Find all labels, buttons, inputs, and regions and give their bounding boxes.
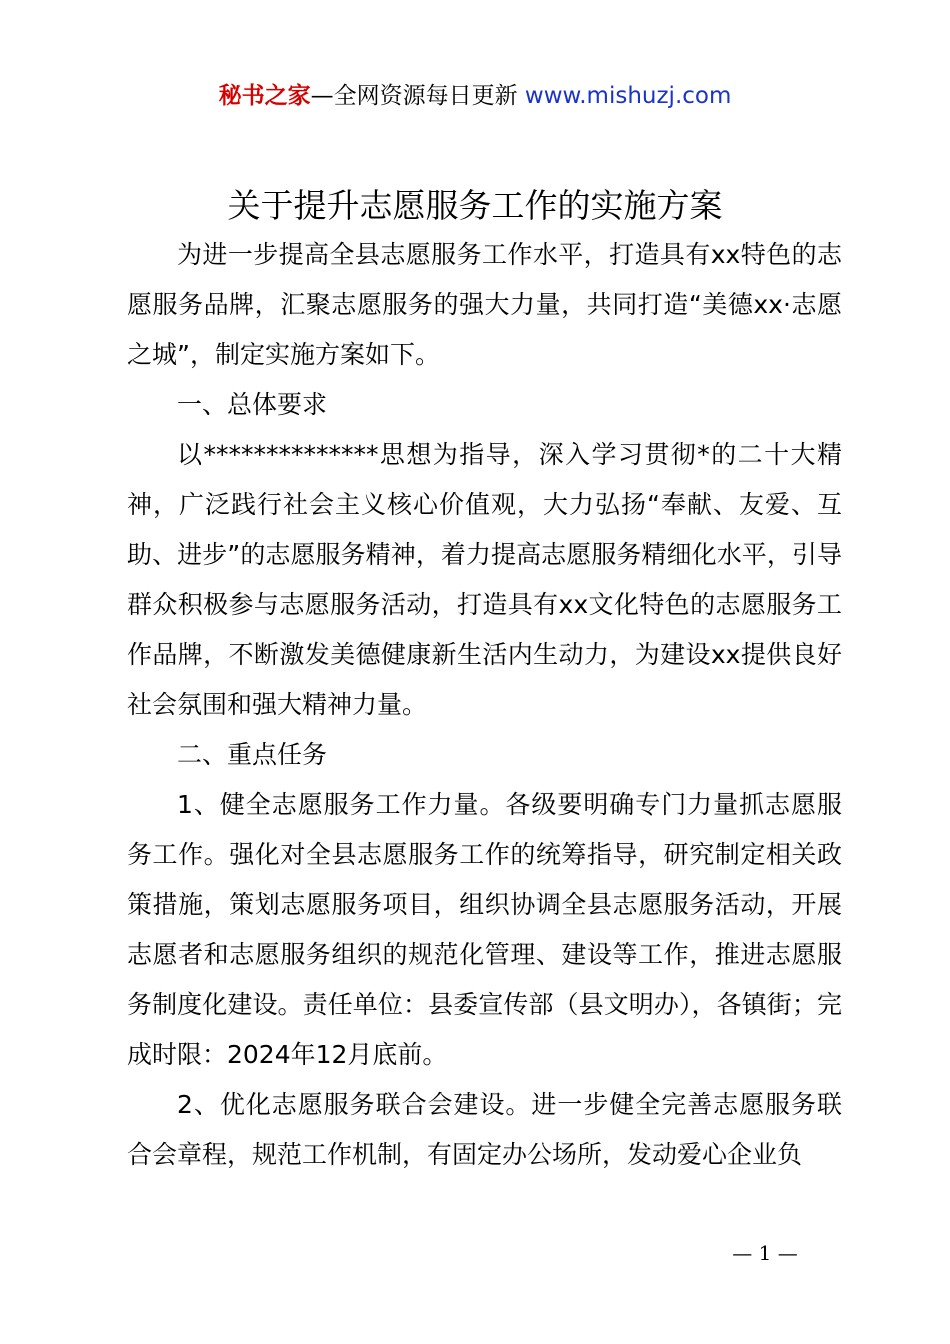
task-2-paragraph: 2、优化志愿服务联合会建设。进一步健全完善志愿服务联合会章程，规范工作机制，有固定办公场所，发动爱心企业负 bbox=[127, 1090, 842, 1169]
document-body bbox=[127, 230, 842, 1180]
site-header bbox=[0, 80, 950, 112]
site-brand: 秘书之家 bbox=[218, 83, 311, 109]
task-1-paragraph: 1、健全志愿服务工作力量。各级要明确专门力量抓志愿服务工作。强化对全县志愿服务工作的统筹指导，研究制定相关政策措施，策划志愿服务项目，组织协调全县志愿服务活动，开展志愿者和志愿服务组织的规范化管理、建设等工作，推进志愿服务制度化建设。责任单位：县委宣传部（县文明办），各镇街；完成时限：2024年12月底前。 bbox=[127, 790, 842, 1069]
section-heading-tasks: 二、重点任务 bbox=[177, 740, 328, 769]
intro-paragraph: 为进一步提高全县志愿服务工作水平，打造具有xx特色的志愿服务品牌，汇聚志愿服务的强大力量，共同打造“美德xx·志愿之城”，制定实施方案如下。 bbox=[127, 240, 842, 369]
general-requirements-paragraph: 以**************思想为指导，深入学习贯彻*的二十大精神，广泛践行社会主义核心价值观，大力弘扬“奉献、友爱、互助、进步”的志愿服务精神，着力提高志愿服务精细化水平，引导群众积极参与志愿服务活动，打造具有xx文化特色的志愿服务工作品牌，不断激发美德健康新生活内生动力，为建设xx提供良好社会氛围和强大精神力量。 bbox=[127, 440, 842, 719]
document-title: 关于提升志愿服务工作的实施方案 bbox=[227, 186, 723, 225]
section-heading-general: 一、总体要求 bbox=[177, 390, 328, 419]
site-slogan: —全网资源每日更新 bbox=[310, 83, 525, 109]
page-number: — 1 — bbox=[732, 1241, 798, 1265]
site-url-link[interactable]: www.mishuzj.com bbox=[524, 83, 732, 109]
